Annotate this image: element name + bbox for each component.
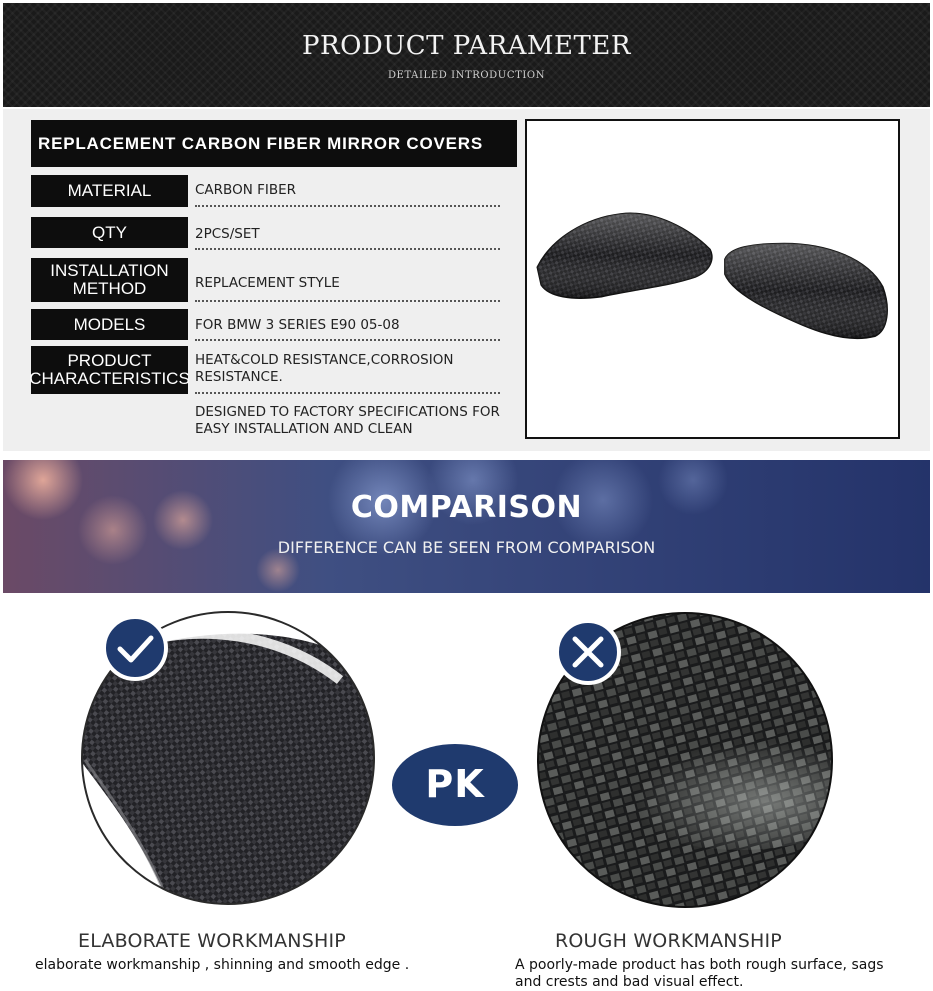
bad-caption-text: A poorly-made product has both rough surface, sags and crests and bad visual effect. [515,957,884,990]
pk-badge-label: PK [425,762,485,806]
header-title: PRODUCT PARAMETER [302,31,631,61]
comparison-images [0,600,933,920]
header-banner [3,3,930,107]
spec-label-installation-method: INSTALLATION METHOD [31,258,188,302]
comparison-banner [3,460,930,593]
banner-bokeh-background [3,460,930,593]
spec-label-qty: QTY [31,217,188,248]
spec-panel [3,109,930,451]
bad-caption-title: ROUGH WORKMANSHIP [555,930,782,952]
check-icon [104,617,166,679]
spec-value-installation-method: REPLACEMENT STYLE [195,275,500,302]
good-caption-text: elaborate workmanship , shinning and smooth edge . [35,957,410,973]
comparison-illustration [0,600,933,920]
product-photo [525,119,900,439]
spec-value-models: FOR BMW 3 SERIES E90 05-08 [195,317,500,341]
spec-value-qty: 2PCS/SET [195,226,500,250]
spec-value-product-characteristics: HEAT&COLD RESISTANCE,CORROSION RESISTANCE. [195,352,500,394]
cross-icon [557,621,619,683]
spec-extra-note: DESIGNED TO FACTORY SPECIFICATIONS FOR EASY INSTALLATION AND CLEAN [195,404,500,437]
spec-title: REPLACEMENT CARBON FIBER MIRROR COVERS [31,120,517,167]
comparison-subtitle: DIFFERENCE CAN BE SEEN FROM COMPARISON [277,538,656,557]
mirror-covers-image [527,121,898,437]
spec-label-material: MATERIAL [31,175,188,207]
comparison-title: COMPARISON [350,490,583,525]
spec-label-product-characteristics: PRODUCT CHARACTERISTICS [31,346,188,394]
header-subtitle: DETAILED INTRODUCTION [387,70,546,81]
good-caption-title: ELABORATE WORKMANSHIP [78,930,346,952]
spec-label-models: MODELS [31,309,188,340]
spec-value-material: CARBON FIBER [195,182,500,207]
